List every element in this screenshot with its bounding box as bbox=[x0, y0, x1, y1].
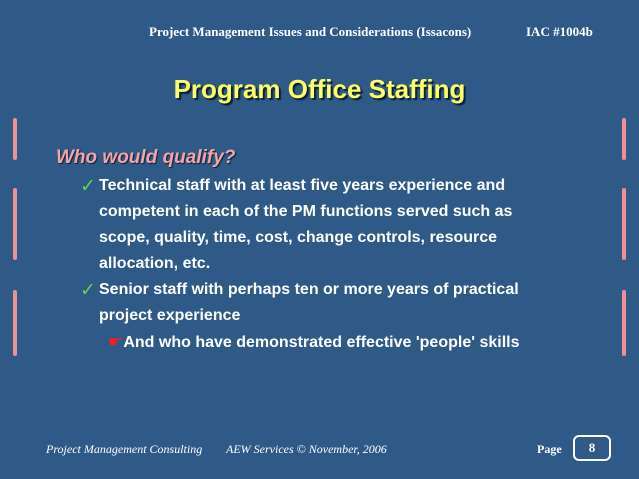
footer-copyright: AEW Services © November, 2006 bbox=[226, 442, 387, 456]
right-decor-bar-middle bbox=[622, 188, 626, 260]
left-decor-bar-bottom bbox=[13, 290, 17, 356]
left-decor-bar-middle bbox=[13, 188, 17, 260]
left-decor-bar-top bbox=[13, 118, 17, 160]
bullet-text: Technical staff with at least five years experience and competent in each of the PM functions served such as scope, quality, time, cost, change controls, resource allocation, etc. bbox=[99, 177, 513, 272]
footer-company: Project Management Consulting bbox=[46, 442, 203, 456]
bullet-item bbox=[80, 277, 600, 329]
footer-page-label: Page bbox=[537, 442, 562, 456]
bullet-item bbox=[80, 173, 600, 277]
question-heading: Who would qualify? bbox=[56, 147, 236, 168]
page-number-box: 8 bbox=[573, 435, 611, 461]
header-title: Project Management Issues and Considerations (Issacons) bbox=[149, 24, 472, 39]
slide-title: Program Office Staffing bbox=[173, 74, 466, 104]
sub-bullet-item bbox=[108, 329, 520, 356]
pointing-hand-icon: ☛ bbox=[108, 332, 123, 351]
sub-bullet-text: And who have demonstrated effective 'people' skills bbox=[123, 334, 520, 351]
right-decor-bar-top bbox=[622, 118, 626, 160]
bullet-text: Senior staff with perhaps ten or more years of practical project experience bbox=[99, 281, 519, 324]
check-mark-icon: ✓ bbox=[80, 175, 96, 197]
check-mark-icon: ✓ bbox=[80, 279, 96, 301]
right-decor-bar-bottom bbox=[622, 290, 626, 356]
header-code: IAC #1004b bbox=[526, 24, 593, 39]
